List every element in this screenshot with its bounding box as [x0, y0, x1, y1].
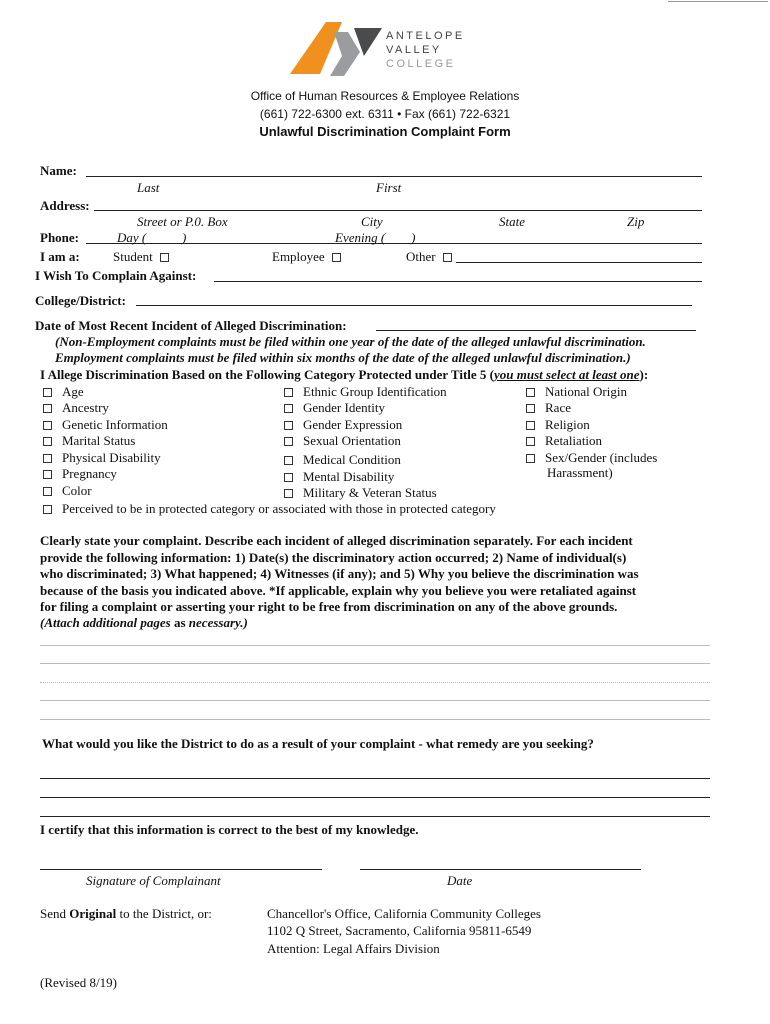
allege-heading-must: you must select at least one — [494, 367, 640, 382]
checkbox[interactable] — [43, 388, 52, 397]
checkbox[interactable] — [284, 473, 293, 482]
address-label: Address: — [40, 198, 90, 213]
college-district-field[interactable] — [138, 291, 688, 305]
category-mental-disability[interactable] — [284, 469, 394, 485]
college-district-line — [136, 305, 692, 306]
form-title: Unlawful Discrimination Complaint Form — [259, 124, 511, 139]
checkbox[interactable] — [43, 487, 52, 496]
category-ethnic-group[interactable] — [284, 384, 447, 400]
category-ancestry[interactable] — [43, 400, 109, 416]
i-am-label: I am a: — [40, 249, 80, 264]
checkbox[interactable] — [284, 404, 293, 413]
category-military-veteran[interactable] — [284, 485, 437, 501]
category-label: Military & Veteran Status — [303, 485, 437, 500]
non-employment-note: (Non-Employment complaints must be filed within one year of the date of the alleged unlawful discrimination. — [55, 334, 646, 349]
incident-date-field[interactable] — [378, 316, 692, 330]
category-label: Ancestry — [62, 400, 109, 415]
instructions-line-5: for filing a complaint or asserting your right to be free from discrimination on any of the above grounds. — [40, 599, 618, 614]
category-label: Physical Disability — [62, 450, 161, 465]
checkbox[interactable] — [43, 404, 52, 413]
send-address-line-3: Attention: Legal Affairs Division — [267, 941, 440, 956]
street-caption: Street or P.0. Box — [137, 214, 228, 229]
remedy-question: What would you like the District to do as a result of your complaint - what remedy are you seeking? — [42, 736, 594, 751]
instructions-line-1: Clearly state your complaint. Describe each incident of alleged discrimination separately. For each incident — [40, 533, 633, 548]
category-label: National Origin — [545, 384, 627, 399]
other-option[interactable] — [406, 249, 454, 265]
checkbox[interactable] — [526, 404, 535, 413]
category-retaliation[interactable] — [526, 433, 602, 449]
phone-evening-caption: Evening ( ) — [335, 230, 416, 245]
category-label: Age — [62, 384, 84, 399]
other-field[interactable] — [458, 248, 698, 262]
checkbox[interactable] — [284, 388, 293, 397]
send-prefix: Send — [40, 906, 70, 921]
office-phone: (661) 722-6300 ext. 6311 • Fax (661) 722-6321 — [259, 107, 511, 121]
logo-line-1: ANTELOPE — [386, 30, 465, 42]
category-color[interactable] — [43, 483, 92, 499]
category-marital-status[interactable] — [43, 433, 135, 449]
category-national-origin[interactable] — [526, 384, 627, 400]
attach-note — [40, 615, 248, 631]
category-race[interactable] — [526, 400, 571, 416]
attach-note-as: as — [173, 615, 186, 630]
category-label: Gender Expression — [303, 417, 403, 432]
college-logo — [290, 22, 480, 80]
employment-note: Employment complaints must be filed within six months of the date of the alleged unlawful discrimination.) — [55, 350, 631, 365]
send-suffix: to the District, or: — [116, 906, 212, 921]
attach-note-a: (Attach additional pages — [40, 615, 174, 630]
send-instruction — [40, 906, 212, 922]
category-gender-expression[interactable] — [284, 417, 402, 433]
name-first-caption: First — [376, 180, 402, 195]
top-corner-rule — [668, 1, 768, 2]
checkbox[interactable] — [43, 454, 52, 463]
revision-date: (Revised 8/19) — [40, 975, 117, 990]
checkbox[interactable] — [526, 437, 535, 446]
allege-heading-end: ): — [639, 367, 649, 382]
category-label: Retaliation — [545, 433, 603, 448]
complain-against-field[interactable] — [216, 267, 700, 281]
college-district-label: College/District: — [35, 293, 126, 308]
category-label: Gender Identity — [303, 400, 385, 415]
allege-heading — [40, 367, 648, 383]
category-gender-identity[interactable] — [284, 400, 385, 416]
category-label: Marital Status — [62, 433, 136, 448]
attach-note-b: necessary.) — [185, 615, 248, 630]
remedy-line-1 — [40, 778, 710, 779]
logo-orange-shape — [290, 22, 342, 74]
category-medical-condition[interactable] — [284, 452, 401, 468]
category-sex-gender[interactable] — [526, 450, 657, 466]
complaint-line-4 — [40, 700, 710, 701]
city-caption: City — [361, 214, 383, 229]
complaint-line-5 — [40, 719, 710, 720]
checkbox[interactable] — [43, 505, 52, 514]
remedy-field[interactable] — [40, 762, 714, 822]
checkbox[interactable] — [284, 456, 293, 465]
date-line — [360, 869, 641, 870]
category-label: Sexual Orientation — [303, 433, 401, 448]
signature-field[interactable] — [42, 854, 320, 868]
remedy-line-3 — [40, 816, 710, 817]
send-address-line-2: 1102 Q Street, Sacramento, California 95811-6549 — [267, 923, 532, 938]
checkbox[interactable] — [526, 421, 535, 430]
name-label: Name: — [40, 163, 77, 178]
name-field[interactable] — [90, 162, 700, 176]
certify-statement: I certify that this information is correct to the best of my knowledge. — [40, 822, 419, 837]
signature-line — [40, 869, 322, 870]
category-label: Race — [545, 400, 571, 415]
allege-heading-intro: I Allege Discrimination Based on the Following Category Protected under Title 5 ( — [40, 367, 495, 382]
checkbox[interactable] — [284, 437, 293, 446]
send-address-line-1: Chancellor's Office, California Community Colleges — [267, 906, 541, 921]
category-label: Sex/Gender (includes — [545, 450, 658, 465]
state-caption: State — [499, 214, 525, 229]
instructions-line-4: because of the basis you indicated above. *If applicable, explain why you believe you were retaliated against — [40, 583, 637, 598]
name-line — [86, 176, 702, 177]
category-age[interactable] — [43, 384, 84, 400]
complaint-description-field[interactable] — [40, 634, 714, 722]
other-label: Other — [406, 249, 436, 264]
category-label: Ethnic Group Identification — [303, 384, 447, 399]
instructions-line-3: who discriminated; 3) What happened; 4) Witnesses (if any); and 5) Why you believe the discrimination was — [40, 566, 639, 581]
logo-line-3: COLLEGE — [386, 58, 456, 70]
date-caption: Date — [447, 873, 473, 888]
category-perceived[interactable] — [43, 501, 496, 517]
date-field[interactable] — [362, 854, 639, 868]
checkbox[interactable] — [43, 421, 52, 430]
logo-line-2: VALLEY — [386, 44, 442, 56]
address-field[interactable] — [98, 196, 698, 210]
other-checkbox[interactable] — [443, 253, 452, 262]
instructions-line-2: provide the following information: 1) Date(s) the discriminatory action occurred; 2) Name of individual(s) — [40, 550, 627, 565]
complain-against-label: I Wish To Complain Against: — [35, 268, 197, 283]
complaint-line-3 — [40, 682, 710, 683]
checkbox[interactable] — [526, 388, 535, 397]
signature-caption: Signature of Complainant — [86, 873, 221, 888]
incident-date-label: Date of Most Recent Incident of Alleged Discrimination: — [35, 318, 347, 333]
employee-option[interactable] — [272, 249, 343, 265]
employee-checkbox[interactable] — [332, 253, 341, 262]
address-line — [94, 210, 702, 211]
complaint-line-2 — [40, 663, 710, 664]
checkbox[interactable] — [526, 454, 535, 463]
student-label: Student — [113, 249, 153, 264]
category-label: Perceived to be in protected category or associated with those in protected category — [62, 501, 496, 516]
category-genetic-information[interactable] — [43, 417, 168, 433]
category-label: Pregnancy — [62, 466, 117, 481]
category-sex-gender-cont: Harassment) — [547, 465, 613, 480]
student-checkbox[interactable] — [160, 253, 169, 262]
employee-label: Employee — [272, 249, 325, 264]
category-label: Medical Condition — [303, 452, 401, 467]
office-name: Office of Human Resources & Employee Relations — [250, 89, 520, 103]
phone-evening-field[interactable] — [440, 229, 695, 243]
complain-against-line — [214, 281, 702, 282]
checkbox[interactable] — [284, 489, 293, 498]
checkbox[interactable] — [43, 437, 52, 446]
incident-date-line — [376, 330, 696, 331]
phone-day-caption: Day ( ) — [117, 230, 187, 245]
phone-day-field[interactable] — [200, 229, 320, 243]
other-line — [456, 262, 702, 263]
remedy-line-2 — [40, 797, 710, 798]
zip-caption: Zip — [627, 214, 645, 229]
category-physical-disability[interactable] — [43, 450, 161, 466]
checkbox[interactable] — [43, 470, 52, 479]
category-pregnancy[interactable] — [43, 466, 117, 482]
phone-label: Phone: — [40, 230, 79, 245]
category-sexual-orientation[interactable] — [284, 433, 401, 449]
category-label: Religion — [545, 417, 590, 432]
category-label: Genetic Information — [62, 417, 168, 432]
student-option[interactable] — [113, 249, 171, 265]
checkbox[interactable] — [284, 421, 293, 430]
category-label: Color — [62, 483, 92, 498]
category-religion[interactable] — [526, 417, 590, 433]
logo-mark-icon — [290, 22, 390, 80]
name-last-caption: Last — [137, 180, 160, 195]
complaint-line-1 — [40, 645, 710, 646]
category-label: Mental Disability — [303, 469, 395, 484]
send-original: Original — [69, 906, 117, 921]
